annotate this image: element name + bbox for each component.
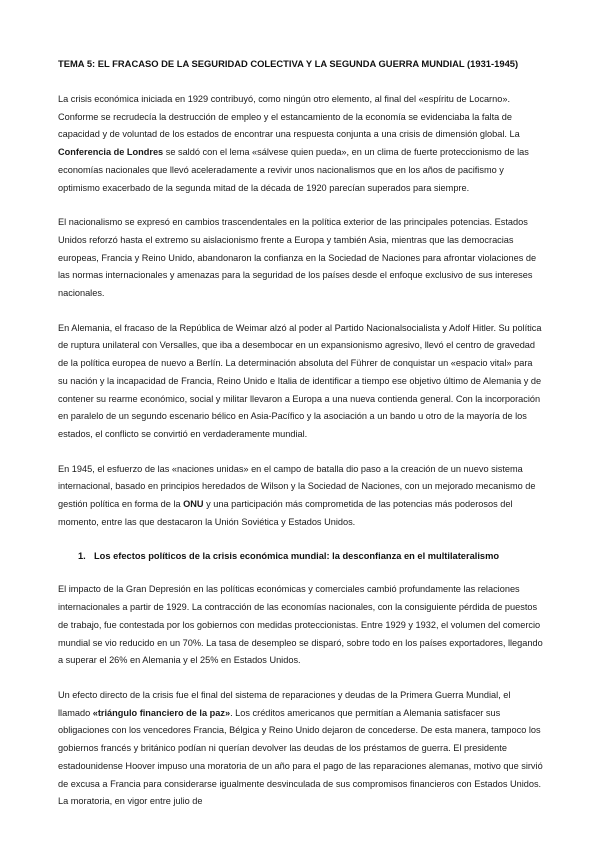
paragraph-5: El impacto de la Gran Depresión en las políticas económicas y comerciales cambió profundamente las relaciones internacionales a partir de 1929. La contracción de las economías nacionales, con la consiguiente pérdida de puestos de trabajo, fue contestada por los gobiernos con medidas proteccionistas. Entre 1929 y 1932, el volumen del comercio mundial se vio reducido en un 70%. La tasa de desempleo se disparó, sobre todo en los países exportadores, llegando a superar el 26% en Alemania y el 25% en Estados Unidos. [58, 584, 543, 666]
paragraph-1-bold-term: Conferencia de Londres [58, 147, 164, 158]
paragraph-1 [58, 91, 543, 197]
paragraph-1-text-b: se saldó con el lema «sálvese quien pueda», en un clima de fuerte proteccionismo de las economías nacionales que llevó aceleradamente a revivir unos nacionalismos que en los años de pacifismo y optimismo exacerbado de la segunda mitad de la década de 1920 parecían superados para siempre. [58, 147, 529, 193]
paragraph-3: En Alemania, el fracaso de la República de Weimar alzó al poder al Partido Nacionalsocialista y Adolf Hitler. Su política de ruptura unilateral con Versalles, que iba a desembocar en un expansionismo agresivo, llevó el centro de gravedad de la política europea de nuevo a Berlín. La determinación absoluta del Führer de conquistar un «espacio vital» para su nación y la incapacidad de Francia, Reino Unido e Italia de identificar a tiempo ese objetivo último de Alemania y de contener su rearme económico, social y militar llevaron a Europa a una nueva contienda general. Con la incorporación en paralelo de un segundo escenario bélico en Asia-Pacífico y la asociación a un bando u otro de la mayoría de los estados, el conflicto se convirtió en verdaderamente mundial. [58, 322, 542, 439]
paragraph-6-text-b: . Los créditos americanos que permitían a Alemania satisfacer sus obligaciones con los vencedores Francia, Bélgica y Reino Unido dejaron de concederse. De esta manera, tampoco los gobiernos francés y británico podían ni querían devolver las deudas de los préstamos de guerra. El presidente estadounidense Hoover impuso una moratoria de un año para el pago de las reparaciones alemanas, motivo que sirvió de excusa a Francia para considerarse igualmente desvinculada de sus compromisos financieros con Estados Unidos. La moratoria, en vigor entre julio de [58, 707, 543, 807]
section-1-heading [58, 548, 543, 565]
section-1-title: Los efectos políticos de la crisis económica mundial: la desconfianza en el multilateralismo [94, 551, 500, 562]
paragraph-4 [58, 461, 543, 532]
paragraph-2: El nacionalismo se expresó en cambios trascendentales en la política exterior de las principales potencias. Estados Unidos reforzó hasta el extremo su aislacionismo frente a Europa y también Asia, mientras que las democracias europeas, Francia y Reino Unido, abandonaron la confianza en la Sociedad de Naciones para afrontar violaciones de las normas internacionales y amenazas para la seguridad de los países desde el enfoque exclusivo de sus intereses nacionales. [58, 217, 537, 299]
section-1-number: 1. [78, 551, 86, 562]
paragraph-4-bold-term: ONU [183, 499, 204, 510]
paragraph-4-text-a: En 1945, el esfuerzo de las «naciones unidas» en el campo de batalla dio paso a la creación de un nuevo sistema internacional, basado en principios heredados de Wilson y la Sociedad de Naciones, con un mejorado mecanismo de gestión política en forma de la [58, 463, 536, 510]
paragraph-6-text-a: Un efecto directo de la crisis fue el final del sistema de reparaciones y deudas de la Primera Guerra Mundial, el llamado [58, 689, 511, 718]
paragraph-6-bold-term: «triángulo financiero de la paz» [92, 707, 231, 718]
document-title: TEMA 5: EL FRACASO DE LA SEGURIDAD COLECTIVA Y LA SEGUNDA GUERRA MUNDIAL (1931-1945) [58, 58, 519, 69]
paragraph-1-text-a: La crisis económica iniciada en 1929 contribuyó, como ningún otro elemento, al final del «espíritu de Locarno». Conforme se recrudecía la destrucción de empleo y el estancamiento de la economía se evidenciaba la falta de capacidad y de voluntad de los estados de encontrar una respuesta conjunta a una crisis de dimensión global. La [58, 94, 520, 140]
paragraph-4-text-b: y una participación más comprometida de las potencias más poderosos del momento, entre las que destacaron la Unión Soviética y Estados Unidos. [58, 499, 513, 527]
paragraph-6 [58, 687, 543, 811]
